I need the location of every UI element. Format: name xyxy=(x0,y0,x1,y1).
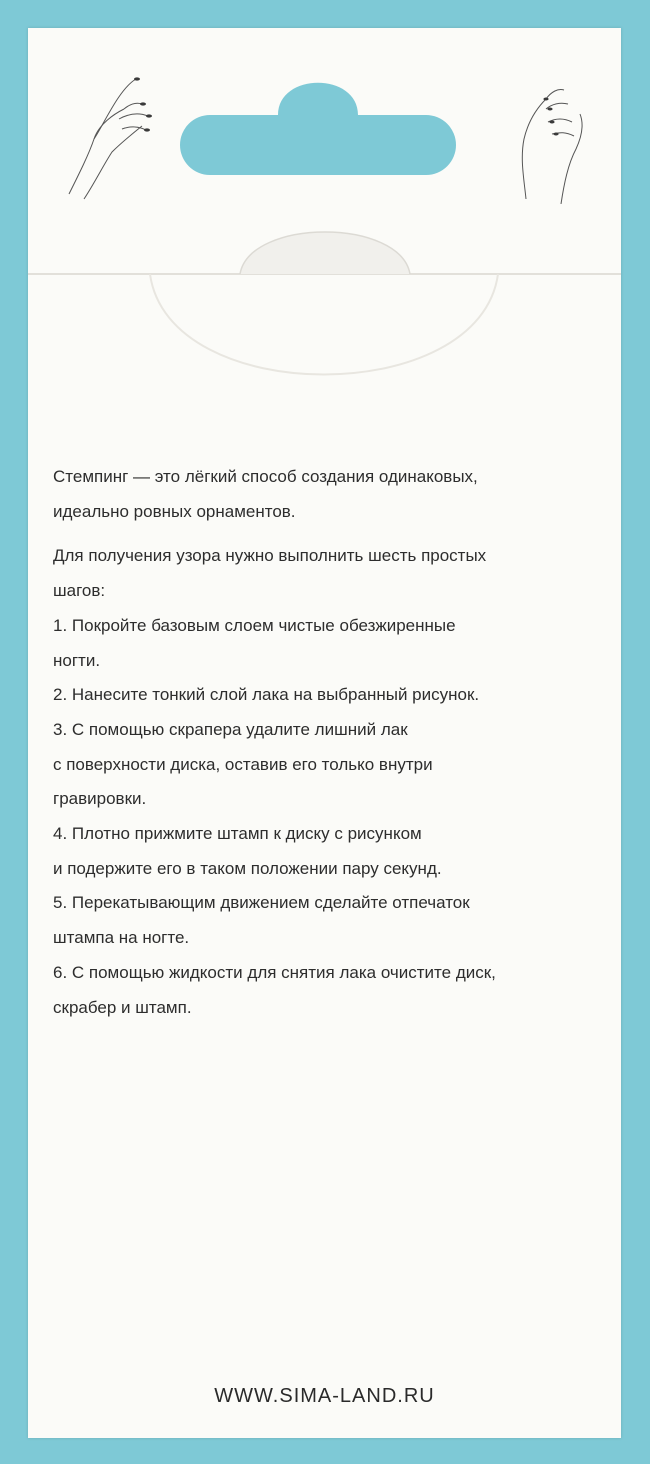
intro-line: Стемпинг — это лёгкий способ создания одинаковых, xyxy=(53,467,478,486)
step-line: с поверхности диска, оставив его только внутри xyxy=(53,754,433,774)
step-line: штампа на ногте. xyxy=(53,928,190,948)
instruction-card xyxy=(28,28,621,1438)
step-line: 4. Плотно прижмите штамп к диску с рисунком xyxy=(53,824,422,844)
step-line: 3. С помощью скрапера удалите лишний лак xyxy=(53,719,408,739)
step-line: ногти. xyxy=(53,650,101,670)
step-line: 5. Перекатывающим движением сделайте отпечаток xyxy=(53,893,470,913)
hand-right-icon xyxy=(506,64,596,204)
instruction-text xyxy=(53,460,598,1025)
hang-hole xyxy=(180,80,456,205)
lead-line: шагов: xyxy=(53,581,106,601)
step-line: скрабер и штамп. xyxy=(53,997,192,1017)
website-url: WWW.SIMA-LAND.RU xyxy=(214,1385,435,1407)
lead-line: Для получения узора нужно выполнить шесть простых xyxy=(53,546,487,566)
step-line: и подержите его в таком положении пару секунд. xyxy=(53,858,442,878)
step-line: гравировки. xyxy=(53,789,147,809)
step-line: 1. Покройте базовым слоем чистые обезжиренные xyxy=(53,615,456,635)
step-line: 2. Нанесите тонкий слой лака на выбранный рисунок. xyxy=(53,685,480,705)
fold-flap xyxy=(28,208,621,448)
step-line: 6. С помощью жидкости для снятия лака очистите диск, xyxy=(53,962,496,982)
intro-line: идеально ровных орнаментов. xyxy=(53,501,296,521)
hand-left-icon xyxy=(64,64,154,204)
